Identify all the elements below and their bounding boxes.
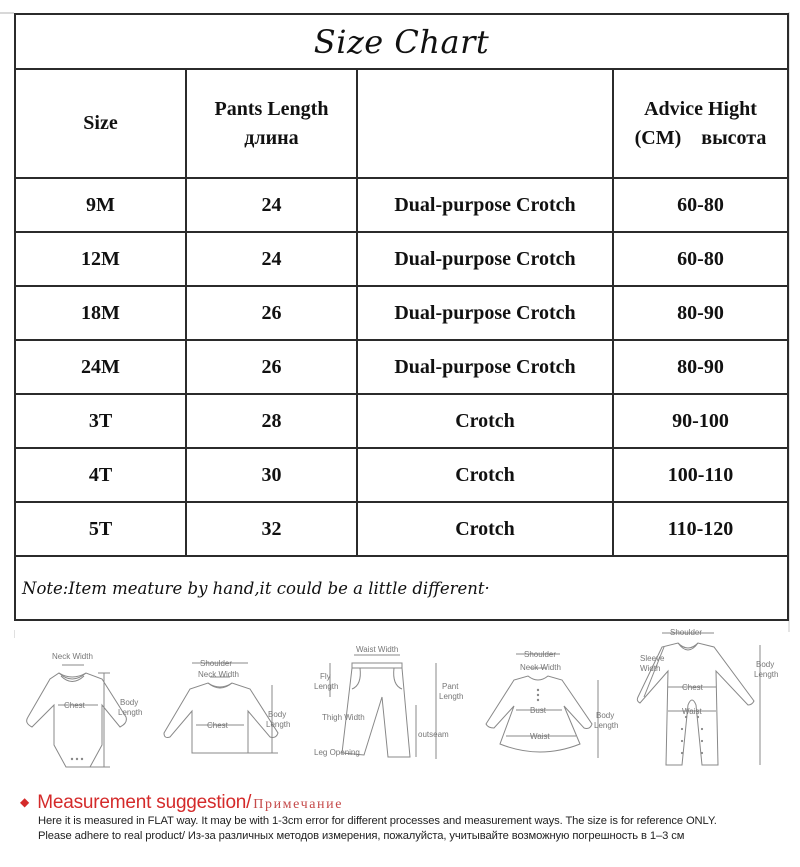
cell-size: 18M	[15, 286, 186, 340]
label-body: Body	[120, 698, 139, 707]
cell-height: 110-120	[613, 502, 788, 556]
cell-height: 80-90	[613, 340, 788, 394]
label-body: Body	[756, 660, 775, 669]
measurement-diagrams	[0, 620, 800, 790]
label-outseam: outseam	[418, 730, 449, 739]
size-chart-title-cell	[15, 14, 788, 69]
header-size	[15, 69, 186, 178]
header-type	[357, 69, 613, 178]
diagram-bodysuit	[14, 645, 154, 775]
cell-height: 80-90	[613, 286, 788, 340]
diagram-dress	[480, 640, 620, 770]
header-advice-height	[613, 69, 788, 178]
label-fly: Fly	[320, 672, 331, 681]
cell-type: Crotch	[357, 448, 613, 502]
label-sleeve: Sleeve	[640, 654, 665, 663]
table-row	[15, 394, 788, 448]
label-fly-length: Length	[314, 682, 339, 691]
header-advice-height-sub	[614, 124, 787, 153]
label-bust: Bust	[530, 706, 547, 715]
top-rule	[0, 12, 14, 14]
label-waist: Waist	[682, 707, 702, 716]
label-shoulder: Shoulder	[524, 650, 557, 659]
cell-size: 5T	[15, 502, 186, 556]
label-waist-width: Waist Width	[356, 645, 399, 654]
diamond-bullet-icon: ◆	[20, 795, 30, 809]
label-length: Length	[594, 721, 619, 730]
measurement-title-ru: Примечание	[253, 797, 344, 812]
measurement-title-en: Measurement suggestion/	[37, 792, 252, 813]
cell-type: Crotch	[357, 502, 613, 556]
header-row	[15, 69, 788, 178]
cell-type: Crotch	[357, 394, 613, 448]
cell-height: 60-80	[613, 232, 788, 286]
cell-pants-length: 32	[186, 502, 357, 556]
cell-size: 3T	[15, 394, 186, 448]
label-chest: Chest	[682, 683, 703, 692]
header-unit: (CM)	[634, 126, 682, 149]
header-pants-length-en: Pants Length	[214, 97, 329, 120]
label-shoulder: Shoulder	[200, 659, 233, 668]
diagram-pants	[312, 645, 472, 775]
label-body: Body	[596, 711, 615, 720]
cell-type: Dual-purpose Crotch	[357, 178, 613, 232]
cell-pants-length: 26	[186, 286, 357, 340]
cell-height: 60-80	[613, 178, 788, 232]
cell-type: Dual-purpose Crotch	[357, 232, 613, 286]
measurement-line-1: Here it is measured in FLAT way. It may be with 1-3cm error for different processes and measurement ways. The size is for reference ONLY.	[38, 815, 717, 827]
cell-size: 12M	[15, 232, 186, 286]
cell-size: 9M	[15, 178, 186, 232]
cell-pants-length: 26	[186, 340, 357, 394]
cell-height: 90-100	[613, 394, 788, 448]
label-pant-length: Length	[439, 692, 464, 701]
label-chest: Chest	[207, 721, 228, 730]
table-row	[15, 448, 788, 502]
diagram-romper	[636, 625, 786, 775]
measurement-title	[20, 792, 800, 814]
header-advice-height-en: Advice Hight	[644, 97, 757, 120]
header-advice-height-ru: высота	[701, 126, 767, 149]
cell-size: 24M	[15, 340, 186, 394]
pants-icon	[312, 645, 472, 775]
header-size-label: Size	[83, 112, 118, 134]
cell-size: 4T	[15, 448, 186, 502]
cell-pants-length: 24	[186, 178, 357, 232]
table-row	[15, 340, 788, 394]
cell-pants-length: 28	[186, 394, 357, 448]
diagram-top	[160, 645, 300, 775]
dress-icon	[480, 640, 620, 770]
cell-pants-length: 24	[186, 232, 357, 286]
note-text: Note:Item meature by hand,it could be a little different·	[22, 578, 490, 598]
size-chart-table	[14, 13, 789, 621]
label-neck-width: Neck Width	[520, 663, 561, 672]
cell-type: Dual-purpose Crotch	[357, 286, 613, 340]
label-thigh-width: Thigh Width	[322, 713, 365, 722]
measurement-line-2: Please adhere to real product/ Из-за различных методов измерения, пожалуйста, учитывайте возможную погрешность в 1–3 см	[38, 830, 685, 842]
size-chart-title: Size Chart	[313, 22, 490, 61]
top-shirt-icon	[160, 645, 300, 775]
header-pants-length-ru: длина	[244, 126, 299, 149]
label-length: Length	[118, 708, 143, 717]
label-length: Length	[754, 670, 779, 679]
cell-height: 100-110	[613, 448, 788, 502]
label-leg-opening: Leg Opening	[314, 748, 360, 757]
table-row	[15, 286, 788, 340]
label-pant: Pant	[442, 682, 459, 691]
table-row	[15, 178, 788, 232]
cell-type: Dual-purpose Crotch	[357, 340, 613, 394]
header-pants-length	[186, 69, 357, 178]
table-row	[15, 232, 788, 286]
label-neck-width: Neck Width	[52, 652, 93, 661]
label-shoulder: Shoulder	[670, 628, 703, 637]
label-sleeve-width: Width	[640, 664, 661, 673]
measurement-suggestion	[20, 792, 800, 844]
note-cell	[15, 556, 788, 620]
table-row	[15, 502, 788, 556]
label-waist: Waist	[530, 732, 550, 741]
romper-icon	[636, 625, 786, 775]
label-chest: Chest	[64, 701, 85, 710]
label-body: Body	[268, 710, 287, 719]
label-neck-width: Neck Width	[198, 670, 239, 679]
label-length: Length	[266, 720, 291, 729]
cell-pants-length: 30	[186, 448, 357, 502]
bodysuit-icon	[14, 645, 154, 775]
